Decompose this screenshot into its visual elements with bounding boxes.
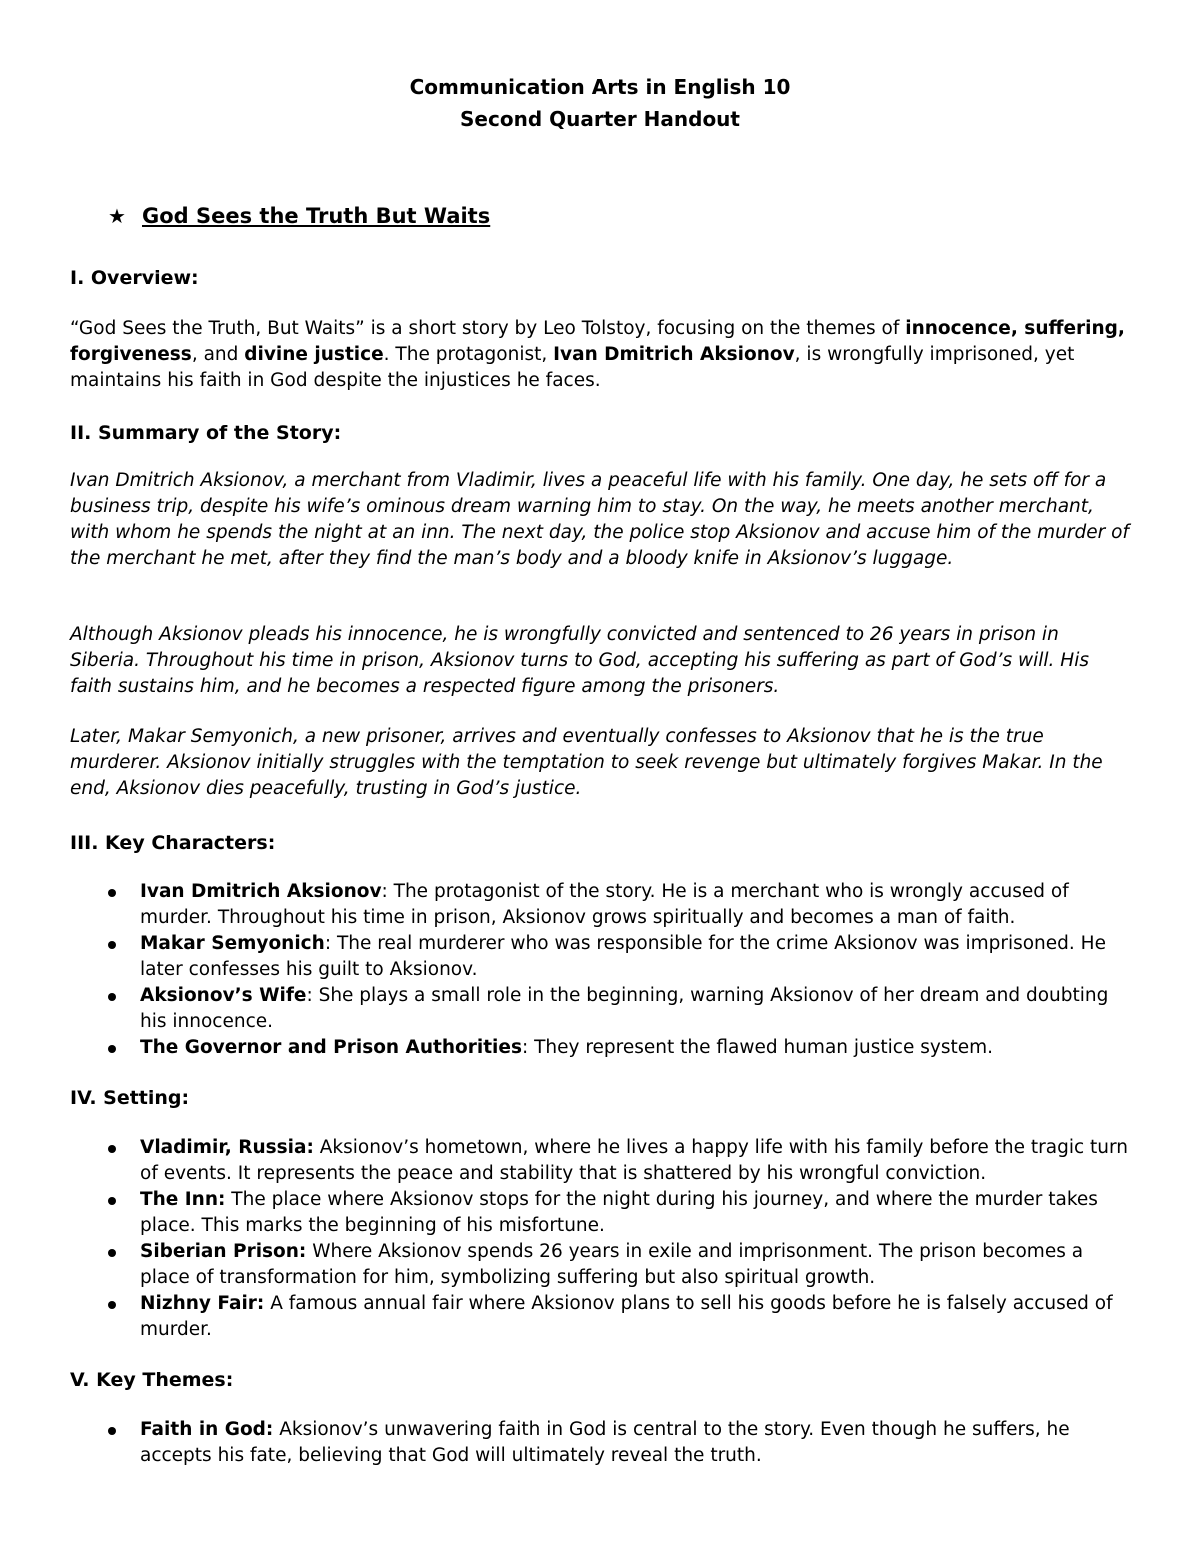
bullet-icon <box>108 1197 116 1205</box>
list-item: The Inn: The place where Aksionov stops for the night during his journey, and where the murder takes place. This marks the beginning of his misfortune. <box>70 1187 1132 1239</box>
document-subtitle: Second Quarter Handout <box>460 107 740 131</box>
list-item: Faith in God: Aksionov’s unwavering faith in God is central to the story. Even though he suffers, he accepts his fate, believing that God will ultimately reveal the truth. <box>70 1417 1132 1469</box>
characters-heading: III. Key Characters: <box>70 832 276 854</box>
bullet-icon <box>108 1145 116 1153</box>
star-icon: ★ <box>108 204 126 228</box>
summary-paragraph-2: Although Aksionov pleads his innocence, he is wrongfully convicted and sentenced to 26 years in prison in Siberia. Throughout his time in prison, Aksionov turns to God, accepting his suffering as part of God’s will. His faith sustains him, and he becomes a respected figure among the prisoners. <box>70 624 1089 697</box>
list-item: Ivan Dmitrich Aksionov: The protagonist of the story. He is a merchant who is wrongly accused of murder. Throughout his time in prison, Aksionov grows spiritually and becomes a man of faith. <box>70 879 1132 931</box>
protagonist-bold: Ivan Dmitrich Aksionov <box>553 344 795 365</box>
summary-paragraph-1: Ivan Dmitrich Aksionov, a merchant from Vladimir, lives a peaceful life with his family. One day, he sets off for a business trip, despite his wife’s ominous dream warning him to stay. On the way, he meets another merchant, with whom he spends the night at an inn. The next day, the police stop Aksionov and accuse him of the murder of the merchant he met, after they find the man’s body and a bloody knife in Aksionov’s luggage. <box>70 470 1129 569</box>
themes-heading: V. Key Themes: <box>70 1369 234 1391</box>
list-item: Makar Semyonich: The real murderer who was responsible for the crime Aksionov was imprisoned. He later confesses his guilt to Aksionov. <box>70 931 1132 983</box>
summary-heading: II. Summary of the Story: <box>70 422 342 444</box>
divine-justice-bold: divine justice <box>244 344 384 365</box>
list-item: The Governor and Prison Authorities: They represent the flawed human justice system. <box>70 1035 1132 1061</box>
list-item: Vladimir, Russia: Aksionov’s hometown, where he lives a happy life with his family before the tragic turn of events. It represents the peace and stability that is shattered by his wrongful conviction. <box>70 1135 1132 1187</box>
characters-list <box>70 879 1132 1061</box>
list-item: Aksionov’s Wife: She plays a small role in the beginning, warning Aksionov of her dream and doubting his innocence. <box>70 983 1132 1035</box>
document-title: Communication Arts in English 10 <box>409 75 791 99</box>
summary-paragraph-3: Later, Makar Semyonich, a new prisoner, arrives and eventually confesses to Aksionov that he is the true murderer. Aksionov initially struggles with the temptation to seek revenge but ultimately forgives Makar. In the end, Aksionov dies peacefully, trusting in God’s justice. <box>70 726 1103 799</box>
bullet-icon <box>108 941 116 949</box>
overview-heading: I. Overview: <box>70 267 199 289</box>
bullet-icon <box>108 889 116 897</box>
bullet-icon <box>108 1045 116 1053</box>
bullet-icon <box>108 1427 116 1435</box>
bullet-icon <box>108 993 116 1001</box>
list-item: Nizhny Fair: A famous annual fair where Aksionov plans to sell his goods before he is falsely accused of murder. <box>70 1291 1132 1343</box>
story-title-heading <box>108 200 490 232</box>
themes-list <box>70 1417 1132 1469</box>
overview-paragraph: “God Sees the Truth, But Waits” is a short story by Leo Tolstoy, focusing on the themes of innocence, suffering, forgiveness, and divine justice. The protagonist, Ivan Dmitrich Aksionov, is wrongfully imprisoned, yet maintains his faith in God despite the injustices he faces. <box>70 318 1125 391</box>
bullet-icon <box>108 1301 116 1309</box>
setting-heading: IV. Setting: <box>70 1087 190 1109</box>
bullet-icon <box>108 1249 116 1257</box>
list-item: Siberian Prison: Where Aksionov spends 26 years in exile and imprisonment. The prison becomes a place of transformation for him, symbolizing suffering but also spiritual growth. <box>70 1239 1132 1291</box>
setting-list <box>70 1135 1132 1343</box>
story-title: God Sees the Truth But Waits <box>142 204 491 228</box>
themes-bold: innocence, suffering, forgiveness <box>70 318 1125 365</box>
